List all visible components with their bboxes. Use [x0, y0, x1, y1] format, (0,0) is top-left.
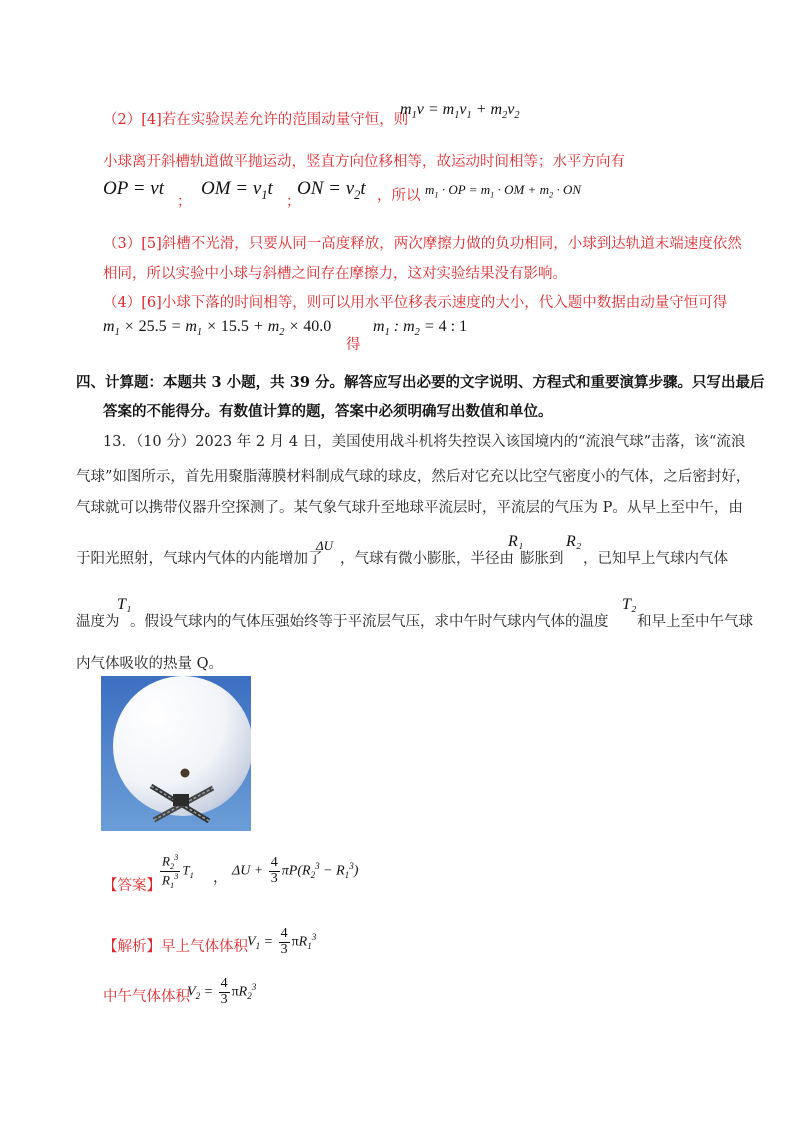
part2-text: 小球离开斜槽轨道做平抛运动，竖直方向位移相等，故运动时间相等；水平方向有 [103, 154, 625, 170]
q13-line4-c: 膨胀到 [520, 551, 564, 567]
analysis-label [103, 935, 248, 956]
q13-line6: 内气体吸收的热量 Q。 [76, 656, 223, 672]
om-equation: OM = $v_1t$ [201, 178, 273, 202]
part4-equation: $m_1 \times 25.5 = m_1 \times 15.5 + m_2 \times 40.0$ [103, 318, 332, 339]
q13-line4 [76, 547, 323, 568]
q13-line2: 气球”如图所示，首先用聚脂薄膜材料制成气球的球皮，然后对它充以比空气密度小的气体，之后密封好， [76, 469, 751, 485]
separator-2: ； [286, 194, 301, 210]
part4-line1: （4）[6]小球下落的时间相等，则可以用水平位移表示速度的大小，代入题中数据由动量守恒可得 [103, 295, 728, 311]
t1-symbol: T₁ [117, 596, 132, 613]
section4-line2: 答案的不能得分。有数值计算的题，答案中必须明确写出数值和单位。 [103, 403, 553, 420]
op-equation: OP = vt [103, 178, 165, 199]
q13-line1: 13．（10 分）2023 年 2 月 4 日，美国使用战斗机将失控误入该国境内的“流浪气球”击落，该“流浪 [103, 434, 746, 450]
section4-line1: 四、计算题：本题共 3 小题，共 39 分。解答应写出必要的文字说明、方程式和重要演算步骤。只写出最后 [76, 374, 765, 391]
delta-u-symbol: ΔU [316, 538, 334, 553]
q13-line3: 气球就可以携带仪器升空探测了。某气象气球升至地球平流层时，平流层的气压为 P。从早上至中午，由 [76, 500, 743, 516]
q13-line5-a: 温度为 [76, 614, 120, 630]
r1-symbol: R₁ [508, 533, 524, 550]
analysis-morning-text: 早上气体体积 [161, 939, 248, 955]
analysis-noon: 中午气体体积 [103, 989, 190, 1005]
part3-line1: （3）[5]斜槽不光滑，只要从同一高度释放，两次摩擦力做的负功相同，小球到达轨道末端速度依然 [103, 236, 742, 252]
part3-line2: 相同，所以实验中小球与斜槽之间存在摩擦力，这对实验结果没有影响。 [103, 266, 567, 282]
momentum-distance-equation: $m_1$ · OP = $m_1$ · OM + $m_2$ · ON [425, 182, 582, 200]
answer-label: 【答案】 [103, 878, 161, 894]
separator-1: ； [177, 194, 192, 210]
mass-ratio: $m_1$ : $m_2 = 4$ : 1 [373, 318, 468, 339]
morning-volume: $V_1$ = $\frac{4}{3}$ $\pi R_1^3$ [247, 926, 317, 957]
answer-separator: ， [213, 870, 228, 886]
analysis-label-text: 【解析】 [103, 939, 161, 955]
q13-line4-d: ，已知早上气球内气体 [583, 551, 728, 567]
q13-line4-a: 于阳光照射，气球内气体的内能增加了 [76, 551, 323, 567]
answer-heat: ΔU + $\frac{4}{3}$ $\pi P(R_2^3 - R_1^3)$ [232, 855, 359, 886]
suoyi-text: ，所以 [377, 188, 421, 204]
on-equation: ON = $v_2t$ [297, 178, 366, 202]
q13-line5-c: 和早上至中午气球 [637, 614, 753, 630]
q13-line5-b: 。假设气球内的气体压强始终等于平流层气压，求中午时气球内气体的温度 [130, 614, 609, 630]
noon-volume: $V_2$ = $\frac{4}{3}$ $\pi R_2^3$ [187, 976, 257, 1007]
answer-temperature: $\frac{R_2^3}{R_1^3}$ $T_1$ [162, 852, 194, 890]
part4-de: 得 [346, 337, 361, 353]
momentum-equation: $m_1v = m_1v_1 + m_2v_2$ [400, 101, 520, 122]
part2-label-text: （2）[4]若在实验误差允许的范围动量守恒，则 [103, 112, 409, 128]
q13-line4-b: ，气球有微小膨胀，半径由 [340, 551, 514, 567]
part2-label [103, 108, 408, 129]
t2-symbol: T₂ [622, 596, 637, 613]
r2-symbol: R₂ [566, 533, 582, 550]
balloon-photo [101, 676, 251, 831]
